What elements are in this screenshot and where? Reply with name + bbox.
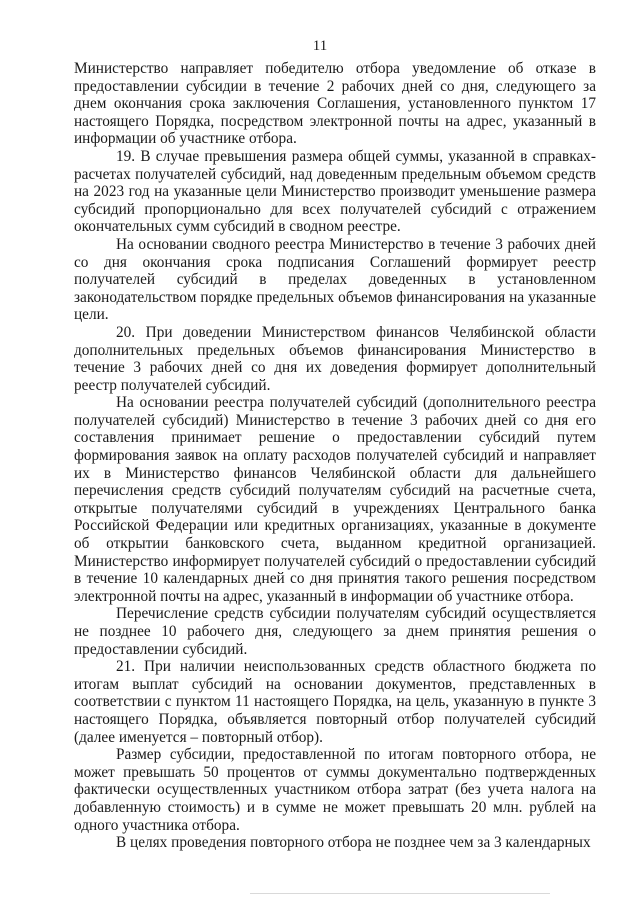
paragraph-subsidy-limit: Размер субсидии, предоставленной по итогам повторного отбора, не может превышать 50 процентов от суммы документально подтвержденных фактически осуществленных участником отбора затрат (без учета налога на добавленную стоимость) и в сумме не может превышать 20 млн. рублей на одного участника отбора. bbox=[74, 746, 596, 834]
paragraph-item-20: 20. При доведении Министерством финансов Челябинской области дополнительных предельных объемов финансирования Министерство в течение 3 рабочих дней со дня их доведения формирует дополнительный реестр получателей субсидий. bbox=[74, 323, 596, 394]
paragraph-registry-formation: На основании сводного реестра Министерство в течение 3 рабочих дней со дня окончания срока подписания Соглашений формирует реестр получателей субсидий в пределах доведенных в установленном законодательством порядке предельных объемов финансирования на указанные цели. bbox=[74, 235, 596, 324]
paragraph-repeat-selection: В целях проведения повторного отбора не позднее чем за 3 календарных bbox=[116, 834, 591, 852]
document-body bbox=[74, 60, 596, 852]
bottom-scan-line bbox=[250, 893, 550, 894]
page-number: 11 bbox=[312, 38, 328, 54]
paragraph-transfer-deadline: Перечисление средств субсидии получателям субсидий осуществляется не позднее 10 рабочего дня, следующего за днем принятия решения о предоставлении субсидий. bbox=[74, 605, 596, 658]
paragraph-item-19: 19. В случае превышения размера общей суммы, указанной в справках-расчетах получателей субсидий, над доведенным предельным объемом средств на 2023 год на указанные цели Министерство производит уменьшение размера субсидий пропорционально для всех получателей субсидий с отражением окончательных сумм субсидий в сводном реестре. bbox=[74, 147, 596, 236]
paragraph-subsidy-decision: На основании реестра получателей субсидий (дополнительного реестра получателей субсидий) Министерство в течение 3 рабочих дней со дня его составления принимает решение о предоставлении субсидий путем формирования заявок на оплату расходов получателей субсидий и направляет их в Министерство финансов Челябинской области для дальнейшего перечисления средств субсидий получателям субсидий на расчетные счета, открытые получателями субсидий в учреждениях Центрального банка Российской Федерации или кредитных организациях, указанные в документе об открытии банковского счета, выданном кредитной организацией. Министерство информирует получателей субсидий о предоставлении субсидий в течение 10 календарных дней со дня принятия такого решения посредством электронной почты на адрес, указанный в информации об участнике отбора. bbox=[74, 394, 596, 605]
paragraph-item-21: 21. При наличии неиспользованных средств областного бюджета по итогам выплат субсидий на основании документов, представленных в соответствии с пунктом 11 настоящего Порядка, на цель, указанную в пункте 3 настоящего Порядка, объявляется повторный отбор получателей субсидий (далее именуется – повторный отбор). bbox=[74, 658, 596, 746]
paragraph-continuation: Министерство направляет победителю отбора уведомление об отказе в предоставлении субсидии в течение 2 рабочих дней со дня, следующего за днем окончания срока заключения Соглашения, установленного пунктом 17 настоящего Порядка, посредством электронной почты на адрес, указанный в информации об участнике отбора. bbox=[74, 60, 596, 148]
